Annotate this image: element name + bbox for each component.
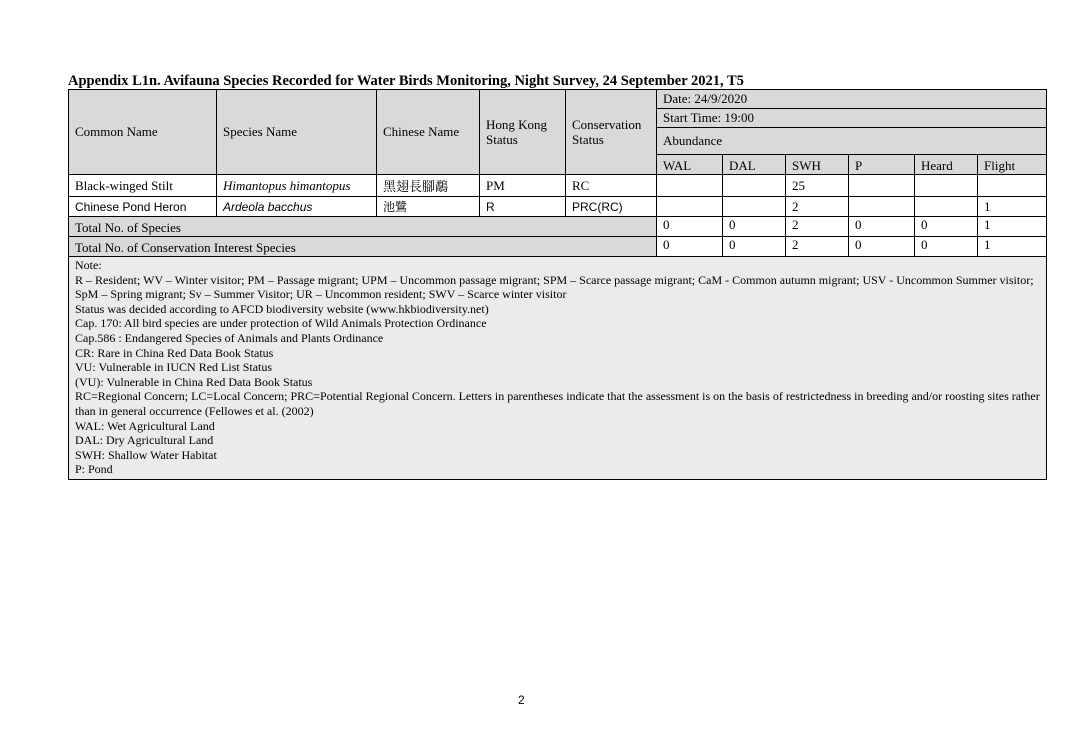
count-p-cell [849,197,915,217]
count-dal-cell [723,197,786,217]
total-dal-cell: 0 [723,217,786,237]
header-habitat-heard: Heard [915,155,978,175]
total-flight-cell: 1 [978,217,1047,237]
total-wal-cell: 0 [657,217,723,237]
header-conservation-status: Conservation Status [566,90,657,175]
count-heard-cell [915,197,978,217]
total-flight-cell: 1 [978,237,1047,257]
total-species-label: Total No. of Species [69,217,657,237]
header-hk-status: Hong Kong Status [480,90,566,175]
notes-row [69,257,1047,480]
total-row [69,217,1047,237]
count-swh-cell: 25 [786,175,849,197]
note-swh: SWH: Shallow Water Habitat [75,447,217,462]
header-row-date [69,90,1047,109]
hk-status-cell: R [480,197,566,217]
common-name-cell: Black-winged Stilt [69,175,217,197]
total-row [69,237,1047,257]
note-vu: VU: Vulnerable in IUCN Red List Status [75,360,273,375]
total-heard-cell: 0 [915,217,978,237]
header-habitat-swh: SWH [786,155,849,175]
note-pond: P: Pond [75,462,113,477]
total-conservation-label: Total No. of Conservation Interest Species [69,237,657,257]
species-table [68,89,1047,480]
note-dal: DAL: Dry Agricultural Land [75,433,214,448]
total-wal-cell: 0 [657,237,723,257]
survey-date: Date: 24/9/2020 [657,90,1047,109]
survey-start-time: Start Time: 19:00 [657,109,1047,128]
header-common-name: Common Name [69,90,217,175]
note-status-source: Status was decided according to AFCD biodiversity website (www.hkbiodiversity.net) [75,301,489,316]
count-heard-cell [915,175,978,197]
conservation-status-cell: PRC(RC) [566,197,657,217]
count-flight-cell: 1 [978,197,1047,217]
chinese-name-cell: 池鷺 [377,197,480,217]
header-chinese-name: Chinese Name [377,90,480,175]
common-name-cell: Chinese Pond Heron [69,197,217,217]
note-status-codes: R – Resident; WV – Winter visitor; PM – Passage migrant; UPM – Uncommon passage migrant; SPM – Scarce passage migrant; CaM - Common autumn migrant; USV - Uncommon Summer visitor; SpM – Spring migrant; Sv – Summer Visitor; UR – Uncommon resident; SWV – Scarce winter visitor [75,272,1034,302]
total-p-cell: 0 [849,237,915,257]
table-row [69,175,1047,197]
count-dal-cell [723,175,786,197]
count-wal-cell [657,197,723,217]
header-habitat-p: P [849,155,915,175]
note-heading: Note: [75,258,102,272]
header-habitat-dal: DAL [723,155,786,175]
notes-cell [69,257,1047,480]
count-swh-cell: 2 [786,197,849,217]
conservation-status-cell: RC [566,175,657,197]
species-name-cell: Himantopus himantopus [217,175,377,197]
page-number: 2 [518,693,525,707]
count-p-cell [849,175,915,197]
total-heard-cell: 0 [915,237,978,257]
total-dal-cell: 0 [723,237,786,257]
note-cap-170: Cap. 170: All bird species are under protection of Wild Animals Protection Ordinance [75,316,487,331]
note-vu-china: (VU): Vulnerable in China Red Data Book Status [75,374,313,389]
note-cap-586: Cap.586 : Endangered Species of Animals and Plants Ordinance [75,330,384,345]
header-species-name: Species Name [217,90,377,175]
note-concern-codes: RC=Regional Concern; LC=Local Concern; PRC=Potential Regional Concern. Letters in parentheses indicate that the assessment is on the basis of restrictedness in breeding and/or roosting sites rather than in general occurrence (Fellowes et al. (2002) [75,389,1040,418]
header-habitat-flight: Flight [978,155,1047,175]
note-wal: WAL: Wet Agricultural Land [75,418,215,433]
total-swh-cell: 2 [786,217,849,237]
header-habitat-wal: WAL [657,155,723,175]
count-flight-cell [978,175,1047,197]
total-swh-cell: 2 [786,237,849,257]
hk-status-cell: PM [480,175,566,197]
count-wal-cell [657,175,723,197]
appendix-title: Appendix L1n. Avifauna Species Recorded for Water Birds Monitoring, Night Survey, 24 September 2021, T5 [68,73,744,89]
note-cr: CR: Rare in China Red Data Book Status [75,345,274,360]
chinese-name-cell: 黑翅長腳鷸 [377,175,480,197]
total-p-cell: 0 [849,217,915,237]
header-abundance: Abundance [657,128,1047,155]
species-name-cell: Ardeola bacchus [217,197,377,217]
table-row [69,197,1047,217]
